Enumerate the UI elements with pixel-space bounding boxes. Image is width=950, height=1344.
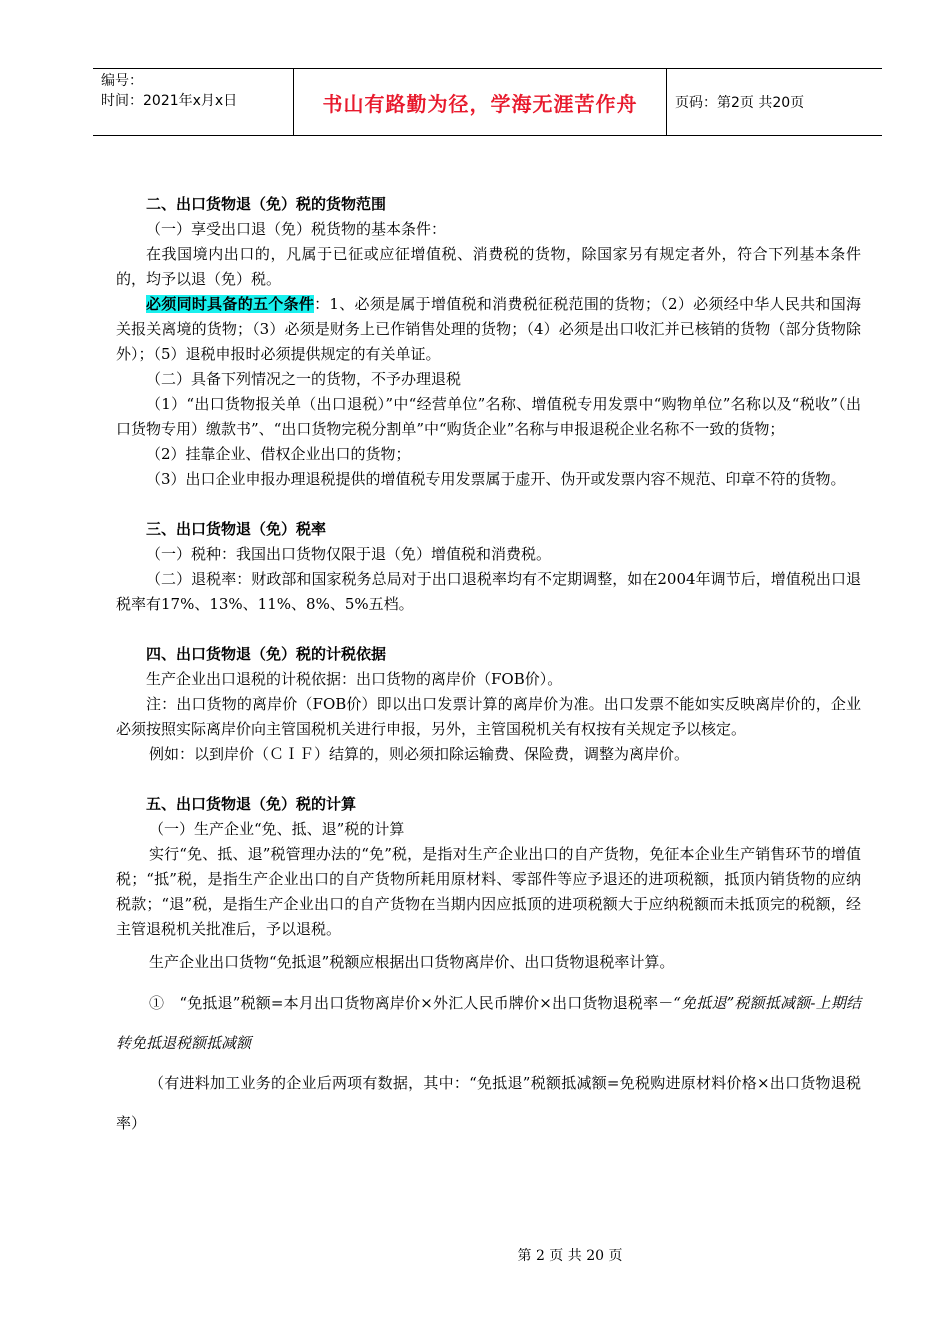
section-5-heading: 五、出口货物退（免）税的计算 xyxy=(146,795,357,813)
section-4-p1: 生产企业出口退税的计税依据：出口货物的离岸价（FOB价）。 xyxy=(146,670,563,688)
highlighted-phrase: 必须同时具备的五个条件 xyxy=(146,295,315,313)
section-4-heading: 四、出口货物退（免）税的计税依据 xyxy=(146,645,387,663)
section-3-heading: 三、出口货物退（免）税率 xyxy=(146,520,327,538)
document-body xyxy=(116,192,861,1143)
section-2-p1: 在我国境内出口的，凡属于已征或应征增值税、消费税的货物，除国家另有规定者外，符合下列基本条件的，均予以退（免）税。 xyxy=(116,245,861,288)
section-2-p2 xyxy=(116,292,861,367)
section-4-p3: 例如：以到岸价（ＣＩＦ）结算的，则必须扣除运输费、保险费，调整为离岸价。 xyxy=(149,745,690,763)
section-2-sub1: （一）享受出口退（免）税货物的基本条件： xyxy=(146,220,447,238)
time-label: 时间：2021年x月x日 xyxy=(101,93,238,109)
formula-main: ① “免抵退”税额=本月出口货物离岸价×外汇人民币牌价×出口货物退税率－ xyxy=(149,994,674,1012)
section-5-p2: 生产企业出口货物“免抵退”税额应根据出口货物离岸价、出口货物退税率计算。 xyxy=(149,953,675,971)
section-2-item2: （2）挂靠企业、借权企业出口的货物； xyxy=(146,445,411,463)
section-2-sub2: （二）具备下列情况之一的货物，不予办理退税 xyxy=(146,370,462,388)
formula-italic: “免抵退”税额抵减额-上期结转免抵退税额抵减额 xyxy=(116,994,861,1052)
header-page-cell xyxy=(667,69,882,135)
page-header xyxy=(93,68,882,136)
motto-text: 书山有路勤为径，学海无涯苦作舟 xyxy=(322,91,638,116)
section-2-item1: （1）“出口货物报关单（出口退税）”中“经营单位”名称、增值税专用发票中“购物单位”名称以及“税收”（出口货物专用）缴款书”、“出口货物完税分割单”中“购货企业”名称与申报退税企业名称不一致的货物； xyxy=(116,395,861,438)
section-5-note: （有进料加工业务的企业后两项有数据，其中：“免抵退”税额抵减额=免税购进原材料价格×出口货物退税率） xyxy=(116,1074,861,1132)
section-3-p2: （二）退税率：财政部和国家税务总局对于出口退税率均有不定期调整，如在2004年调节后，增值税出口退税率有17%、13%、11%、8%、5%五档。 xyxy=(116,570,861,613)
page-footer xyxy=(0,1245,950,1265)
section-3-p1: （一）税种：我国出口货物仅限于退（免）增值税和消费税。 xyxy=(146,545,552,563)
header-meta-cell xyxy=(93,69,294,135)
section-2-p2-rest: ：1、必须是属于增值税和消费税征税范围的货物；（2）必须经中华人民共和国海关报关离境的货物；（3）必须是财务上已作销售处理的货物；（4）必须是出口收汇并已核销的货物（部分货物除外）；（5）退税申报时必须提供规定的有关单证。 xyxy=(116,295,861,363)
section-5-formula xyxy=(116,983,861,1063)
section-5-p1: 实行“免、抵、退”税管理办法的“免”税，是指对生产企业出口的自产货物，免征本企业生产销售环节的增值税；“抵”税，是指生产企业出口的自产货物所耗用原材料、零部件等应予退还的进项税额，抵顶内销货物的应纳税款；“退”税，是指生产企业出口的自产货物在当期内因应抵顶的进项税额大于应纳税额而未抵顶完的税额，经主管退税机关批准后，予以退税。 xyxy=(116,845,861,938)
header-motto-cell xyxy=(294,69,667,135)
section-4-p2: 注：出口货物的离岸价（FOB价）即以出口发票计算的离岸价为准。出口发票不能如实反映离岸价的，企业必须按照实际离岸价向主管国税机关进行申报，另外，主管国税机关有权按有关规定予以核定。 xyxy=(116,695,861,738)
section-2-item3: （3）出口企业申报办理退税提供的增值税专用发票属于虚开、伪开或发票内容不规范、印章不符的货物。 xyxy=(146,470,846,488)
number-label: 编号： xyxy=(101,73,143,89)
section-2-heading: 二、出口货物退（免）税的货物范围 xyxy=(146,195,387,213)
footer-page-number: 第 2 页 共 20 页 xyxy=(517,1248,623,1264)
section-5-sub1: （一）生产企业“免、抵、退”税的计算 xyxy=(149,820,405,838)
page-info: 页码：第2页 共20页 xyxy=(675,95,805,111)
